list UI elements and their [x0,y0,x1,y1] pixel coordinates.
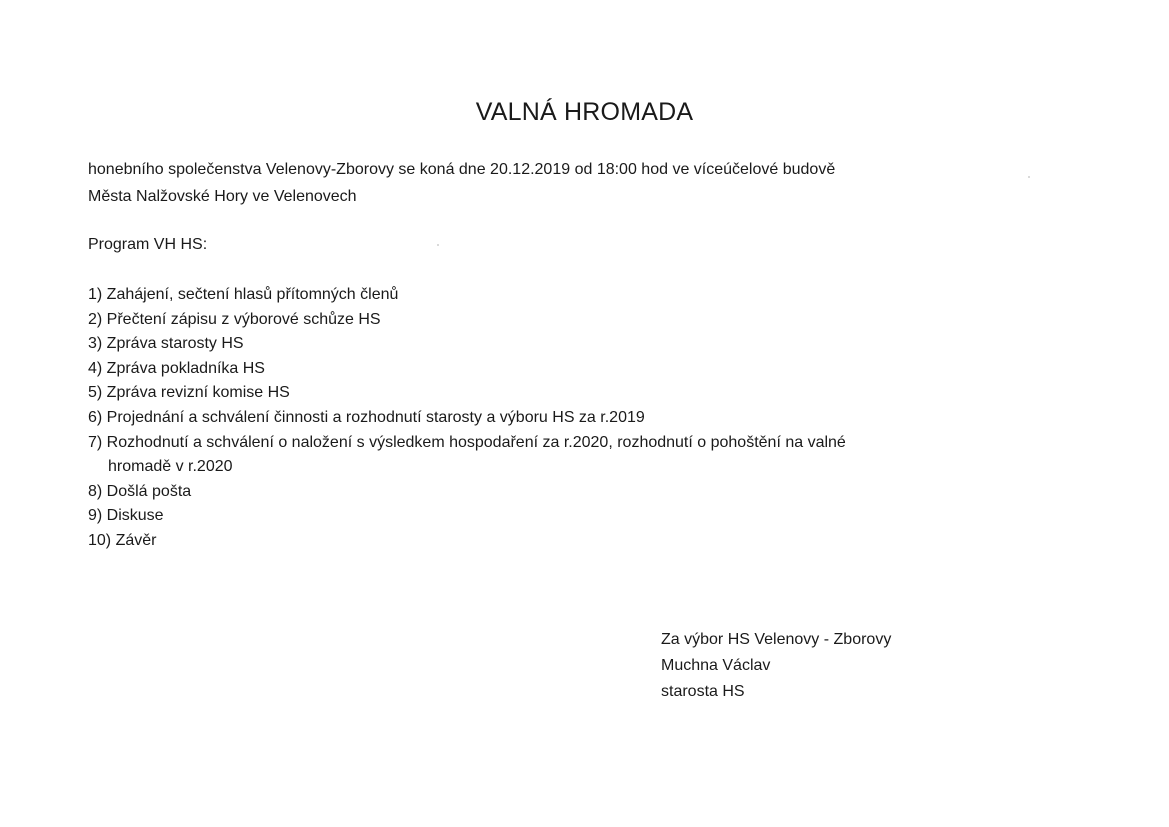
agenda-item-text: 5) Zpráva revizní komise HS [88,384,290,402]
agenda-list [88,283,968,554]
agenda-item [88,406,968,431]
agenda-item-continuation: hromadě v r.2020 [108,458,233,476]
signature-role: starosta HS [661,683,745,700]
agenda-item [88,504,968,529]
agenda-item [88,480,968,505]
agenda-item-text: 4) Zpráva pokladníka HS [88,359,265,377]
agenda-item-text: 6) Projednání a schválení činnosti a rozhodnutí starosty a výboru HS za r.2019 [88,408,645,426]
intro-paragraph [88,156,988,210]
scan-speck [1028,176,1030,178]
agenda-item [88,357,968,382]
agenda-item [88,529,968,554]
signature-block [661,627,891,705]
document-title: VALNÁ HROMADA [475,98,694,126]
agenda-item-text: 8) Došlá pošta [88,482,192,500]
agenda-item [88,431,968,480]
agenda-item-text: 2) Přečtení zápisu z výborové schůze HS [88,310,381,328]
agenda-item-text: 10) Závěr [88,531,157,549]
signature-committee: Za výbor HS Velenovy - Zborovy [661,631,892,648]
signature-name: Muchna Václav [661,657,771,674]
agenda-item-text: 1) Zahájení, sečtení hlasů přítomných členů [88,286,399,303]
agenda-item [88,381,968,406]
agenda-item-text: 7) Rozhodnutí a schválení o naložení s výsledkem hospodaření za r.2020, rozhodnutí o pohoštění na valné [88,433,846,451]
scan-speck [437,244,439,246]
program-heading: Program VH HS: [88,236,208,253]
agenda-item-text: 3) Zpráva starosty HS [88,335,244,353]
agenda-item [88,308,968,333]
intro-line-2: Města Nalžovské Hory ve Velenovech [88,188,357,205]
agenda-item [88,283,968,308]
agenda-item-text: 9) Diskuse [88,507,164,525]
agenda-item [88,332,968,357]
intro-line-1: honebního společenstva Velenovy-Zborovy se koná dne 20.12.2019 od 18:00 hod ve víceúčelové budově [88,161,836,178]
